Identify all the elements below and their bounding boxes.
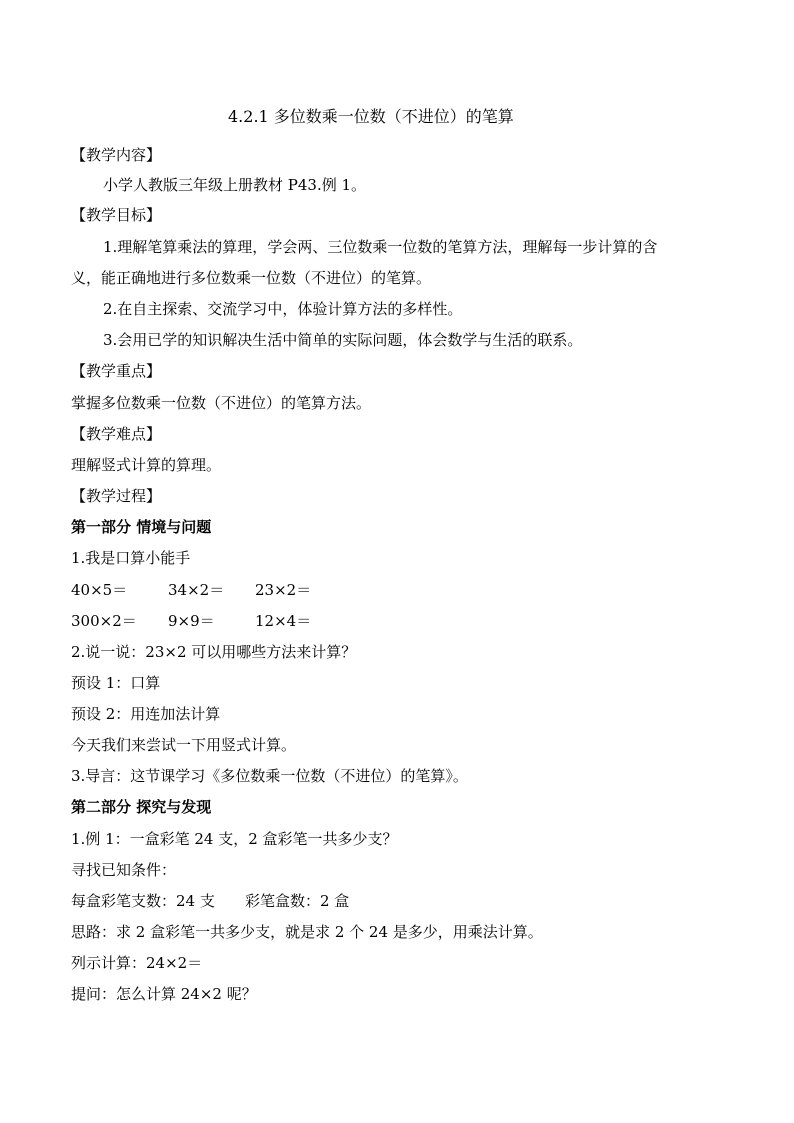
- find-conditions: 寻找已知条件：: [71, 861, 177, 879]
- content-text: 小学人教版三年级上册教材 P43.例 1。: [103, 176, 367, 194]
- mental-math-row-1: [71, 580, 471, 600]
- condition-box-count: 彩笔盒数：2 盒: [245, 892, 350, 910]
- conditions-row: [71, 891, 471, 911]
- today-text: 今天我们来尝试一下用竖式计算。: [71, 736, 297, 754]
- section-heading-goals: 【教学目标】: [71, 206, 162, 224]
- mental-math-item: 300×2＝: [71, 612, 137, 630]
- mental-math-row-2: [71, 611, 471, 631]
- thinking-text: 思路：求 2 盒彩笔一共多少支，就是求 2 个 24 是多少，用乘法计算。: [71, 923, 543, 941]
- section-heading-key-points: 【教学重点】: [71, 362, 162, 380]
- section-heading-process: 【教学过程】: [71, 487, 162, 505]
- key-points-text: 掌握多位数乘一位数（不进位）的笔算方法。: [71, 394, 372, 412]
- mental-math-item: 40×5＝: [71, 581, 128, 599]
- mental-math-item: 34×2＝: [168, 581, 225, 599]
- question-text: 提问：怎么计算 24×2 呢？: [71, 985, 257, 1003]
- example-1: 1.例 1：一盒彩笔 24 支，2 盒彩笔一共多少支？: [71, 830, 398, 848]
- mental-math-item: 23×2＝: [255, 581, 312, 599]
- condition-per-box: 每盒彩笔支数：24 支: [71, 892, 215, 910]
- preset-2: 预设 2：用连加法计算: [71, 705, 221, 723]
- part-1-item-1: 1.我是口算小能手: [71, 549, 191, 567]
- goal-1-line-2: 义，能正确地进行多位数乘一位数（不进位）的笔算。: [71, 269, 432, 287]
- section-heading-difficulty: 【教学难点】: [71, 425, 162, 443]
- goal-3: 3.会用已学的知识解决生活中简单的实际问题，体会数学与生活的联系。: [103, 331, 583, 349]
- goal-2: 2.在自主探索、交流学习中，体验计算方法的多样性。: [103, 300, 463, 318]
- section-heading-content: 【教学内容】: [71, 146, 162, 164]
- difficulty-text: 理解竖式计算的算理。: [71, 456, 222, 474]
- page-title: 4.2.1 多位数乘一位数（不进位）的笔算: [228, 107, 514, 126]
- part-1-item-2: 2.说一说：23×2 可以用哪些方法来计算？: [71, 643, 357, 661]
- part-1-item-3: 3.导言：这节课学习《多位数乘一位数（不进位）的笔算》。: [71, 767, 468, 785]
- part-2-heading: 第二部分 探究与发现: [71, 798, 212, 816]
- calculation-text: 列示计算：24×2＝: [71, 954, 203, 972]
- preset-1: 预设 1：口算: [71, 674, 161, 692]
- mental-math-item: 12×4＝: [255, 612, 312, 630]
- part-1-heading: 第一部分 情境与问题: [71, 518, 212, 536]
- goal-1-line-1: 1.理解笔算乘法的算理，学会两、三位数乘一位数的笔算方法，理解每一步计算的含: [103, 238, 658, 256]
- mental-math-item: 9×9＝: [168, 612, 215, 630]
